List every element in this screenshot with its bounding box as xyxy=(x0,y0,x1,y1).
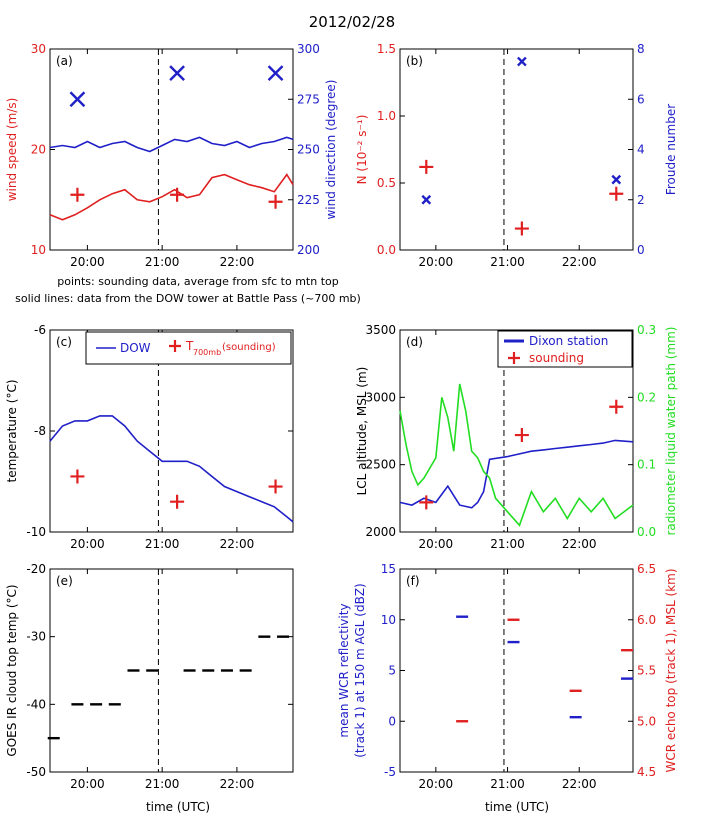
x-tick-label: 22:00 xyxy=(561,255,597,269)
y-right-tick-label: 275 xyxy=(297,92,320,107)
y-axis-label: LCL altitude, MSL (m) xyxy=(355,366,369,496)
x-tick-label: 21:00 xyxy=(144,255,180,269)
y-right-tick-label: 0.3 xyxy=(637,323,657,337)
cross-marker xyxy=(612,176,620,184)
panel-label: (b) xyxy=(406,54,423,68)
y-tick-label: -20 xyxy=(26,562,46,576)
y-tick-label: -5 xyxy=(384,765,396,779)
y-tick-label: 3500 xyxy=(365,323,396,337)
y-tick-label: -40 xyxy=(26,697,46,712)
x-axis-label-left: time (UTC) xyxy=(145,800,211,814)
panel-c xyxy=(5,323,293,551)
plus-marker xyxy=(515,428,529,442)
plot-frame xyxy=(50,569,293,772)
plot-frame xyxy=(400,49,633,250)
panel-a xyxy=(5,42,338,269)
y-tick-label: 0.0 xyxy=(376,243,396,257)
y-right-tick-label: 5.5 xyxy=(637,663,657,678)
x-tick-label: 22:00 xyxy=(561,537,597,551)
legend-label: DOW xyxy=(120,341,151,355)
panel-label: (d) xyxy=(406,335,423,349)
y-right-axis-label: WCR echo top (track 1), MSL (km) xyxy=(664,568,678,773)
y-axis-label: GOES IR cloud top temp (°C) xyxy=(5,584,19,757)
panel-d xyxy=(355,323,678,551)
x-tick-label: 20:00 xyxy=(70,777,105,791)
y-right-tick-label: 4.5 xyxy=(637,765,657,779)
cross-marker xyxy=(422,196,430,204)
x-tick-label: 22:00 xyxy=(561,777,597,791)
x-tick-label: 21:00 xyxy=(144,777,180,791)
legend xyxy=(86,332,291,364)
y-right-tick-label: 225 xyxy=(297,192,320,207)
plus-marker xyxy=(269,480,283,494)
x-tick-label: 21:00 xyxy=(490,537,525,551)
panel-label: (f) xyxy=(406,574,420,588)
y-right-axis-label: wind direction (degree) xyxy=(324,79,338,220)
figure-title: 2012/02/28 xyxy=(308,13,396,31)
y-right-tick-label: 5.0 xyxy=(637,714,657,729)
y-right-tick-label: 2 xyxy=(637,192,645,207)
y-tick-label: -10 xyxy=(26,525,46,539)
y-tick-label: 15 xyxy=(380,562,396,576)
y-tick-label: -6 xyxy=(34,323,46,337)
plot-frame xyxy=(400,569,633,772)
legend xyxy=(498,331,632,367)
y-tick-label: 30 xyxy=(30,42,46,56)
legend-label: T xyxy=(186,339,194,353)
plus-marker xyxy=(170,495,184,509)
y-tick-label: 1.0 xyxy=(376,109,396,123)
panel-label: (a) xyxy=(56,54,73,68)
legend-suffix: (sounding) xyxy=(222,342,276,353)
y-right-tick-label: 0.0 xyxy=(637,525,657,539)
plus-marker xyxy=(419,495,433,509)
caption-line-1: points: sounding data, average from sfc to mtn top xyxy=(57,275,339,288)
y-right-axis-label: Froude number xyxy=(664,103,678,196)
y-axis-label: mean WCR reflectivity xyxy=(337,603,351,738)
y-tick-label: 10 xyxy=(380,612,396,627)
y-right-tick-label: 200 xyxy=(297,243,320,257)
series-line-red xyxy=(50,175,293,220)
x-tick-label: 20:00 xyxy=(418,537,454,551)
y-right-tick-label: 0.1 xyxy=(637,457,657,472)
legend-label: Dixon station xyxy=(529,334,609,348)
y-tick-label: 2000 xyxy=(365,525,396,539)
plus-marker xyxy=(515,222,529,236)
y-axis-label: wind speed (m/s) xyxy=(5,97,19,202)
y-tick-label: 10 xyxy=(30,243,46,257)
y-right-tick-label: 8 xyxy=(637,42,645,56)
x-tick-label: 20:00 xyxy=(418,777,454,791)
x-tick-label: 22:00 xyxy=(219,777,255,791)
y-tick-label: -8 xyxy=(34,424,46,438)
cross-marker xyxy=(518,58,526,66)
plus-marker xyxy=(70,469,84,483)
series-line-blue xyxy=(50,416,293,522)
cross-marker xyxy=(269,66,283,80)
panels-layer xyxy=(5,42,678,791)
plus-marker xyxy=(269,195,283,209)
x-tick-label: 21:00 xyxy=(490,777,525,791)
cross-marker xyxy=(70,92,84,106)
legend-subscript: 700mb xyxy=(193,348,222,357)
y-right-tick-label: 0.2 xyxy=(637,390,657,405)
x-tick-label: 21:00 xyxy=(144,537,180,551)
panel-f xyxy=(337,562,678,791)
x-tick-label: 20:00 xyxy=(70,537,105,551)
y-right-tick-label: 0 xyxy=(637,243,645,257)
x-tick-label: 22:00 xyxy=(219,255,255,269)
legend-label: sounding xyxy=(529,351,584,365)
y-tick-label: 20 xyxy=(30,142,46,157)
x-tick-label: 20:00 xyxy=(70,255,105,269)
y-tick-label: 0.5 xyxy=(376,176,396,190)
series-line-blue xyxy=(50,137,293,151)
y-tick-label: 5 xyxy=(388,663,396,678)
y-axis-label-line2: (track 1) at 150 m AGL (dBZ) xyxy=(353,583,367,758)
plus-marker xyxy=(170,188,184,202)
y-axis-label: N (10⁻² s⁻¹) xyxy=(355,114,369,185)
y-right-tick-label: 300 xyxy=(297,42,320,56)
panel-label: (c) xyxy=(56,335,72,349)
y-right-tick-label: 6.5 xyxy=(637,562,657,576)
y-tick-label: 2500 xyxy=(365,457,396,472)
y-right-tick-label: 250 xyxy=(297,142,320,157)
x-tick-label: 21:00 xyxy=(490,255,525,269)
y-tick-label: 0 xyxy=(388,714,396,729)
plus-marker xyxy=(609,187,623,201)
x-tick-label: 22:00 xyxy=(219,537,255,551)
plus-marker xyxy=(70,188,84,202)
panel-label: (e) xyxy=(56,574,73,588)
panel-b xyxy=(355,42,678,269)
y-tick-label: 1.5 xyxy=(376,42,396,56)
y-tick-label: 3000 xyxy=(365,390,396,405)
y-right-tick-label: 4 xyxy=(637,142,645,157)
plus-marker xyxy=(609,400,623,414)
y-tick-label: -50 xyxy=(26,765,46,779)
x-axis-label-right: time (UTC) xyxy=(484,800,550,814)
plus-marker xyxy=(419,160,433,174)
y-tick-label: -30 xyxy=(26,629,46,644)
y-axis-label: temperature (°C) xyxy=(5,379,19,483)
series-line-blue xyxy=(400,440,633,507)
cross-marker xyxy=(170,66,184,80)
y-right-tick-label: 6.0 xyxy=(637,612,657,627)
y-right-tick-label: 6 xyxy=(637,92,645,107)
x-tick-label: 20:00 xyxy=(418,255,454,269)
y-right-axis-label: radiometer liquid water path (mm) xyxy=(664,326,678,536)
panel-e xyxy=(5,562,293,791)
caption-line-2: solid lines: data from the DOW tower at Battle Pass (~700 mb) xyxy=(15,292,361,305)
